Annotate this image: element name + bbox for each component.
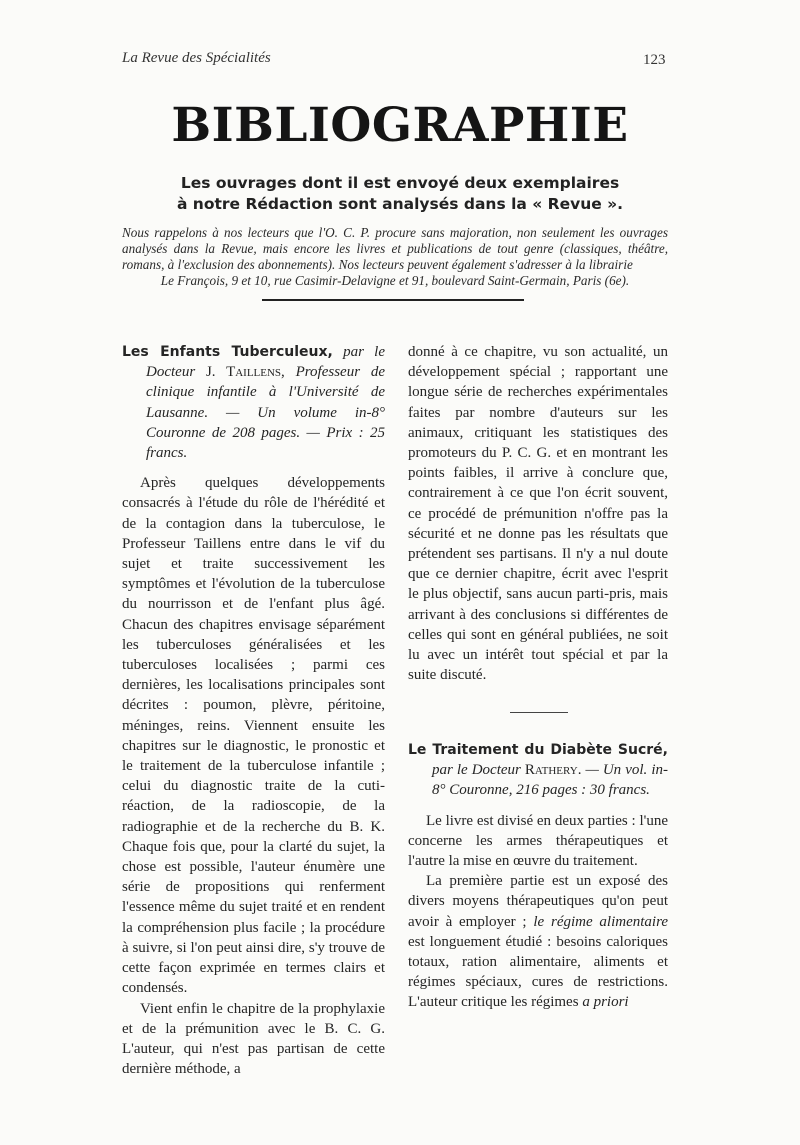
review-1-heading: [122, 342, 385, 463]
review-2: [408, 740, 668, 1013]
page-number: 123: [643, 52, 666, 68]
left-column: [122, 342, 385, 1079]
right-column: [408, 342, 668, 685]
review-1-paragraph-2: Vient enfin le chapitre de la prophylaxie et de la prémunition avec le B. C. G. L'auteur, qui n'est pas partisan de cette dernière méthode, a: [122, 1000, 385, 1078]
subtitle-line-1: Les ouvrages dont il est envoyé deux exemplaires: [180, 174, 620, 192]
subtitle: [130, 173, 670, 215]
review-2-paragraph-2-mid: est longuement étudié : besoins caloriques totaux, ration alimentaire, aliments et régimes spéciaux, cures de restrictions. L'auteur critique les régimes: [408, 933, 668, 1011]
review-2-paragraph-2: [408, 871, 668, 1012]
notice-text: Nous rappelons à nos lecteurs que l'O. C. P. procure sans majoration, non seulement les ouvrages analysés dans la Revue, mais encore les livres et publications de tout genre (classiques, théâtre, romans, à l'exclusion des abonnements). Nos lecteurs peuvent également s'adresser à la librairie: [122, 225, 668, 272]
review-1-author: J. Taillens,: [205, 364, 285, 381]
review-2-paragraph-1: Le livre est divisé en deux parties : l'une concerne les armes thérapeutiques et l'autre la mise en œuvre du traitement.: [408, 812, 668, 870]
review-2-a-priori: a priori: [582, 994, 629, 1011]
review-separator: [510, 712, 568, 713]
review-2-paragraph-2-start: La première partie est un exposé des divers moyens thérapeutiques qu'on peut avoir à employer ;: [408, 873, 668, 930]
page-title: BIBLIOGRAPHIE: [171, 98, 629, 153]
review-2-title: Le Traitement du Diabète Sucré,: [408, 742, 668, 758]
notice-address: Le François, 9 et 10, rue Casimir-Delavigne et 91, boulevard Saint-Germain, Paris (6e).: [160, 273, 630, 288]
review-1-details: Professeur de clinique infantile à l'Université de Lausanne. — Un volume in-8° Couronne de 208 pages. — Prix : 25 francs.: [146, 364, 385, 462]
review-2-author: Rathery.: [524, 762, 582, 779]
review-1-by: par le Docteur: [146, 344, 385, 381]
review-1-paragraph-2-continued: donné à ce chapitre, vu son actualité, un développement spécial ; rapportant une longue série de recherches expérimentales faites par nombre d'auteurs sur les animaux, critiquant les statistiques des promoteurs du P. C. G. et en montrant les points faibles, il arrive à conclure que, contrairement à ce que l'on écrit souvent, ce procédé de prémunition n'offre pas la sécurité et ne donne pas les résultats que prétendent ses partisans. Il n'y a nul doute que ce dernier chapitre, écrit avec l'esprit le plus objectif, sans aucun parti-pris, mais arrivant à des conclusions si différentes de celles qui sont en général publiées, ne soit lu avec un intérêt tout spécial et par la suite discuté.: [408, 344, 668, 684]
running-head: La Revue des Spécialités: [122, 50, 271, 66]
section-rule: [262, 299, 524, 301]
review-2-regime-phrase: le régime alimentaire: [533, 913, 669, 930]
review-2-by: par le Docteur: [432, 762, 521, 779]
review-1-paragraph-1: Après quelques développements consacrés à l'étude du rôle de l'hérédité et de la contagion dans la tuberculose, le Professeur Taillens entre dans le vif du sujet et traite successivement les symptômes et l'évolution de la tuberculose du nourrisson et de l'enfant plus âgé. Chacun des chapitres envisage séparément les tuberculoses généralisées et les tuberculoses localisées ; parmi ces dernières, les localisations principales sont décrites : poumon, plèvre, péritoine, méninges, reins. Viennent ensuite les chapitres sur le diagnostic, le pronostic et le traitement de la tuberculose infantile ; celui du diagnostic traite de la cuti-réaction, de la radioscopie, de la radiographie et de la recherche du B. K. Chaque fois que, pour la clarté du sujet, la chose est possible, l'auteur énumère une série de propositions qui renferment l'essence même du sujet traité et en rendent la compréhension plus facile ; la procédure à suivre, si l'on peut ainsi dire, s'y trouve de cette façon exprimée en termes clairs et condensés.: [122, 475, 385, 997]
subtitle-line-2: à notre Rédaction sont analysés dans la « Revue ».: [176, 195, 624, 213]
notice: [122, 225, 668, 289]
review-2-heading: [408, 740, 668, 801]
review-1-title: Les Enfants Tuberculeux,: [122, 344, 333, 360]
review-2-details: — Un vol. in-8° Couronne, 216 pages : 30 francs.: [432, 762, 668, 799]
